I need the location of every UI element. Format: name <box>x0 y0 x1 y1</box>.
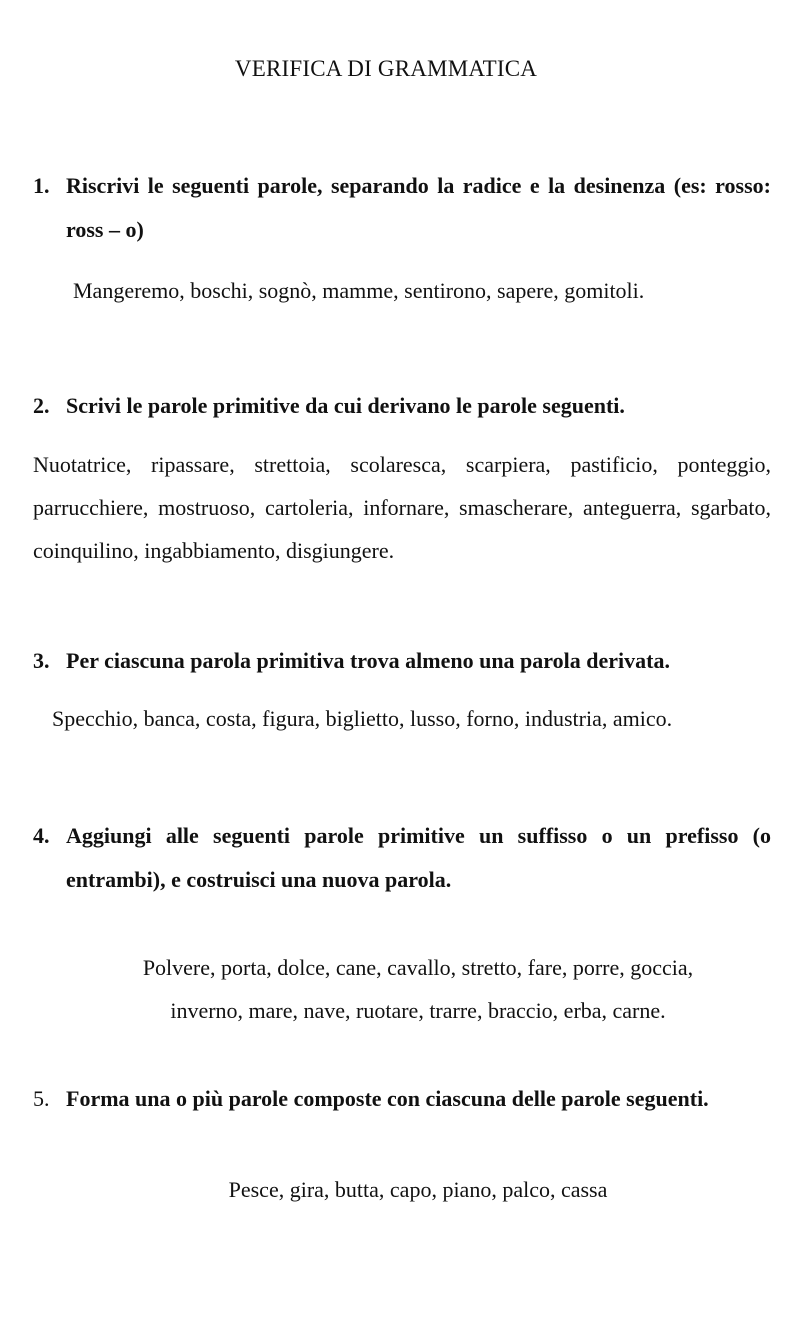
word-list-3: Specchio, banca, costa, figura, biglietto, lusso, forno, industria, amico. <box>52 706 673 731</box>
word-list-line: Polvere, porta, dolce, cane, cavallo, stretto, fare, porre, goccia, <box>142 955 694 980</box>
question-number: 5. <box>33 1086 50 1111</box>
question-number: 2. <box>33 393 50 418</box>
question-instruction: Riscrivi le seguenti parole, separando la radice e la desinenza (es: rosso: ross – o) <box>66 173 771 242</box>
word-list-5: Pesce, gira, butta, capo, piano, palco, cassa <box>228 1177 608 1202</box>
question-2 <box>33 384 771 428</box>
word-list-1: Mangeremo, boschi, sognò, mamme, sentirono, sapere, gomitoli. <box>73 278 645 303</box>
question-number: 3. <box>33 648 50 673</box>
question-number: 4. <box>33 823 50 848</box>
question-instruction: Per ciascuna parola primitiva trova almeno una parola derivata. <box>66 648 670 673</box>
word-list-2: Nuotatrice, ripassare, strettoia, scolaresca, scarpiera, pastificio, ponteggio, parrucchiere, mostruoso, cartoleria, infornare, smascherare, anteguerra, sgarbato, coinquilino, ingabbiamento, disgiungere. <box>33 452 771 563</box>
question-instruction: Aggiungi alle seguenti parole primitive un suffisso o un prefisso (o entrambi), e costruisci una nuova parola. <box>66 823 771 892</box>
question-1 <box>33 164 771 252</box>
word-list-4 <box>0 946 805 1032</box>
question-4 <box>33 814 771 902</box>
question-instruction: Forma una o più parole composte con ciascuna delle parole seguenti. <box>66 1086 709 1111</box>
question-instruction: Scrivi le parole primitive da cui derivano le parole seguenti. <box>66 393 625 418</box>
question-number: 1. <box>33 173 50 198</box>
page-title: VERIFICA DI GRAMMATICA <box>234 56 538 81</box>
question-3 <box>33 639 771 683</box>
word-list-line: inverno, mare, nave, ruotare, trarre, braccio, erba, carne. <box>170 998 666 1023</box>
question-5 <box>33 1077 771 1121</box>
